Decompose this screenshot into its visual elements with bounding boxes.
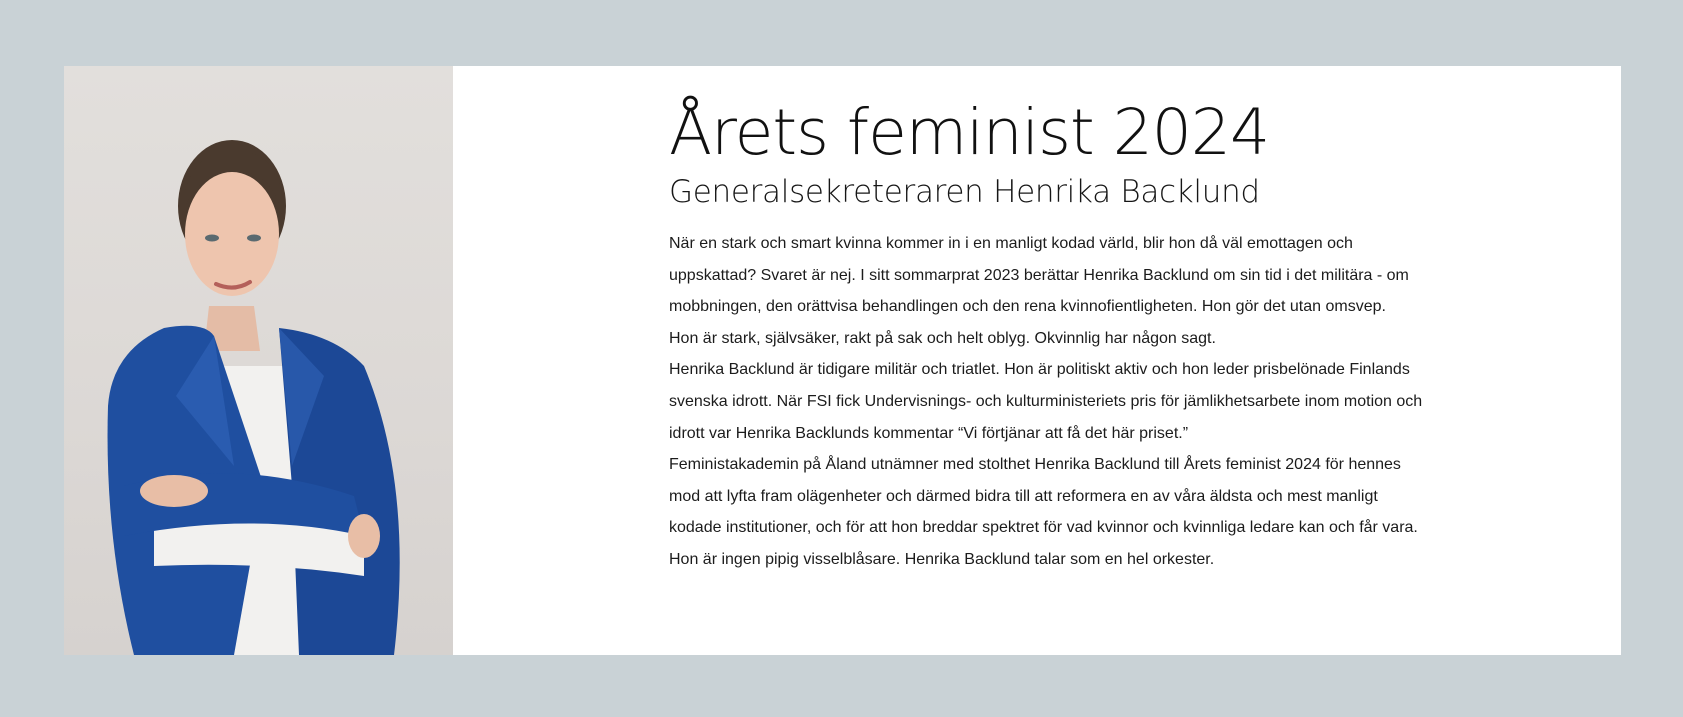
article-content xyxy=(669,96,1429,576)
paragraph: När en stark och smart kvinna kommer in i en manligt kodad värld, blir hon då väl emottagen och uppskattad? Svaret är nej. I sitt sommarprat 2023 berättar Henrika Backlund om sin tid i det militära - om mobbningen, den orättvisa behandlingen och den rena kvinnofientligheten. Hon gör det utan omsvep. xyxy=(669,235,1409,316)
paragraph: Feministakademin på Åland utnämner med stolthet Henrika Backlund till Årets feminist 2024 för hennes mod att lyfta fram olägenheter och därmed bidra till att reformera en av våra äldsta och mest manligt kodade institutioner, och för att hon breddar spektret för vad kvinnor och kvinnliga ledare kan och får vara. xyxy=(669,456,1418,537)
right-eye xyxy=(247,235,261,242)
right-hand xyxy=(348,514,380,558)
left-eye xyxy=(205,235,219,242)
paragraph: Hon är ingen pipig visselblåsare. Henrika Backlund talar som en hel orkester. xyxy=(669,550,1215,568)
portrait-photo xyxy=(64,66,453,655)
paragraph: Henrika Backlund är tidigare militär och triatlet. Hon är politiskt aktiv och hon leder prisbelönade Finlands svenska idrott. När FSI fick Undervisnings- och kulturministeriets pris för jämlikhetsarbete inom motion och idrott var Henrika Backlunds kommentar “Vi förtjänar att få det här priset.” xyxy=(669,361,1423,442)
page-title: Årets feminist 2024 xyxy=(669,96,1270,169)
content-card xyxy=(64,66,1621,655)
article-body xyxy=(669,228,1429,576)
portrait-illustration xyxy=(64,66,453,655)
left-hand xyxy=(140,475,208,507)
page-subtitle: Generalsekreteraren Henrika Backlund xyxy=(669,174,1260,210)
paragraph: Hon är stark, självsäker, rakt på sak och helt oblyg. Okvinnlig har någon sagt. xyxy=(669,329,1216,347)
face-shape xyxy=(185,172,279,296)
